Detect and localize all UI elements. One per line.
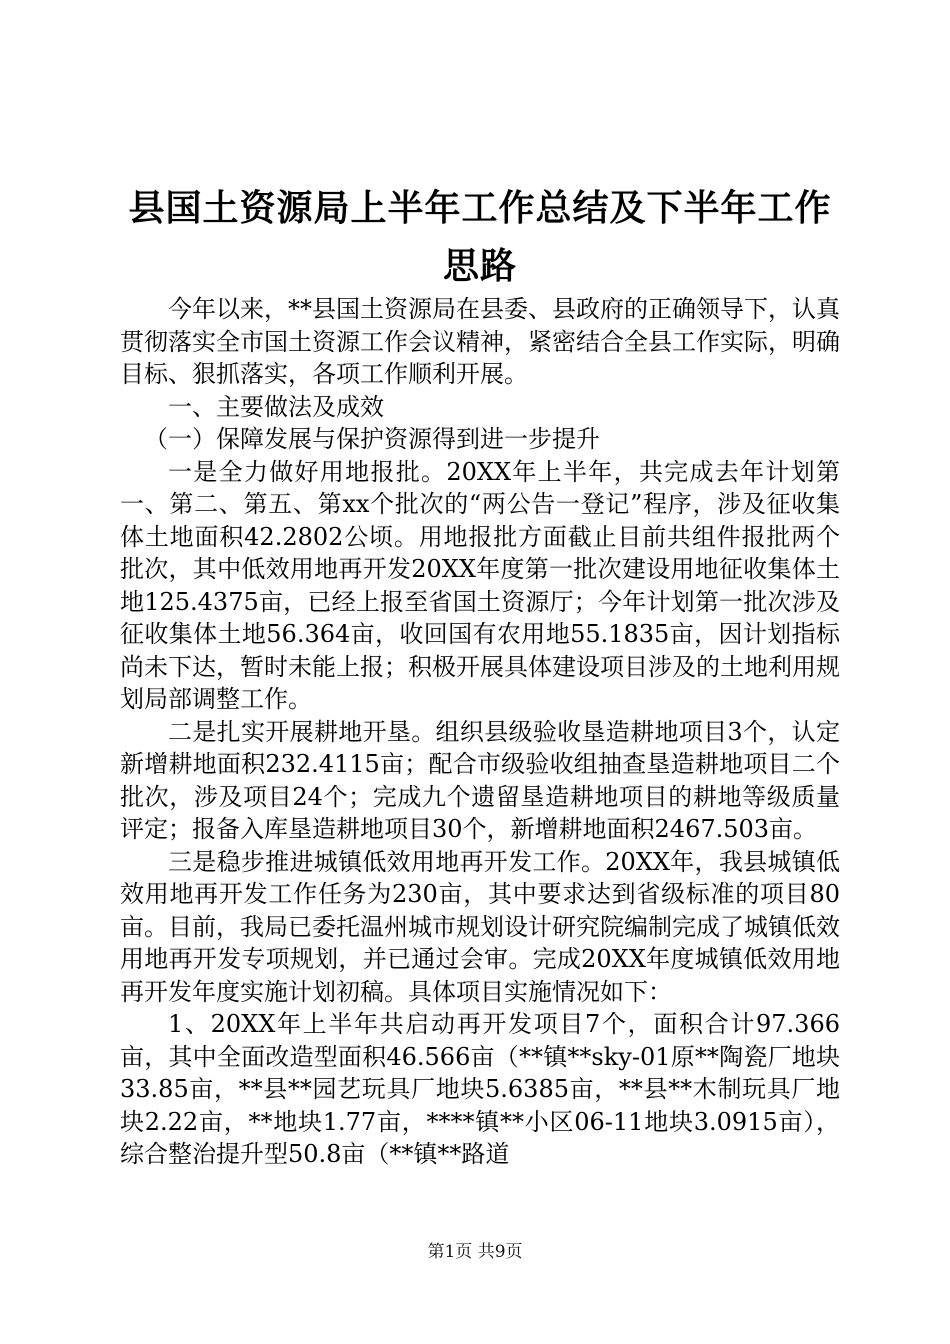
- paragraph-project-list: 1、20XX年上半年共启动再开发项目7个，面积合计97.366亩，其中全面改造型面积46.566亩（**镇**sky-01原**陶瓷厂地块33.85亩，**县**园艺玩具厂地块5.6385亩，**县**木制玩具厂地块2.22亩，**地块1.77亩，****镇**小区06-11地块3.0915亩），综合整治提升型50.8亩（**镇**路道: [120, 1010, 840, 1168]
- page-footer: 第1页 共9页: [427, 1242, 523, 1262]
- paragraph-farmland-reclamation: 二是扎实开展耕地开垦。组织县级验收垦造耕地项目3个，认定新增耕地面积232.4115亩；配合市级验收组抽查垦造耕地项目二个批次，涉及项目24个；完成九个遗留垦造耕地项目的耕地等级质量评定；报备入库垦造耕地项目30个，新增耕地面积2467.503亩。: [120, 717, 840, 843]
- paragraph-urban-redevelopment: 三是稳步推进城镇低效用地再开发工作。20XX年，我县城镇低效用地再开发工作任务为230亩，其中要求达到省级标准的项目80亩。目前，我局已委托温州城市规划设计研究院编制完成了城镇低效用地再开发专项规划，并已通过会审。完成20XX年度城镇低效用地再开发年度实施计划初稿。具体项目实施情况如下：: [120, 847, 840, 1006]
- document-body: [120, 293, 840, 1171]
- section-heading: 一、主要做法及成效: [168, 392, 384, 421]
- subsection-heading: （一）保障发展与保护资源得到进一步提升: [144, 425, 600, 453]
- paragraph-land-approval: 一是全力做好用地报批。20XX年上半年，共完成去年计划第一、第二、第五、第xx个批次的“两公告一登记”程序，涉及征收集体土地面积42.2802公顷。用地报批方面截止目前共组件报批两个批次，其中低效用地再开发20XX年度第一批次建设用地征收集体土地125.4375亩，已经上报至省国土资源厅；今年计划第一批次涉及征收集体土地56.364亩，收回国有农用地55.1835亩，因计划指标尚未下达，暂时未能上报；积极开展具体建设项目涉及的土地利用规划局部调整工作。: [120, 457, 840, 713]
- document-title: 县国土资源局上半年工作总结及下半年工作思路: [128, 188, 832, 287]
- intro-paragraph: 今年以来，**县国土资源局在县委、县政府的正确领导下，认真贯彻落实全市国土资源工作会议精神，紧密结合全县工作实际，明确目标、狠抓落实，各项工作顺利开展。: [120, 295, 840, 388]
